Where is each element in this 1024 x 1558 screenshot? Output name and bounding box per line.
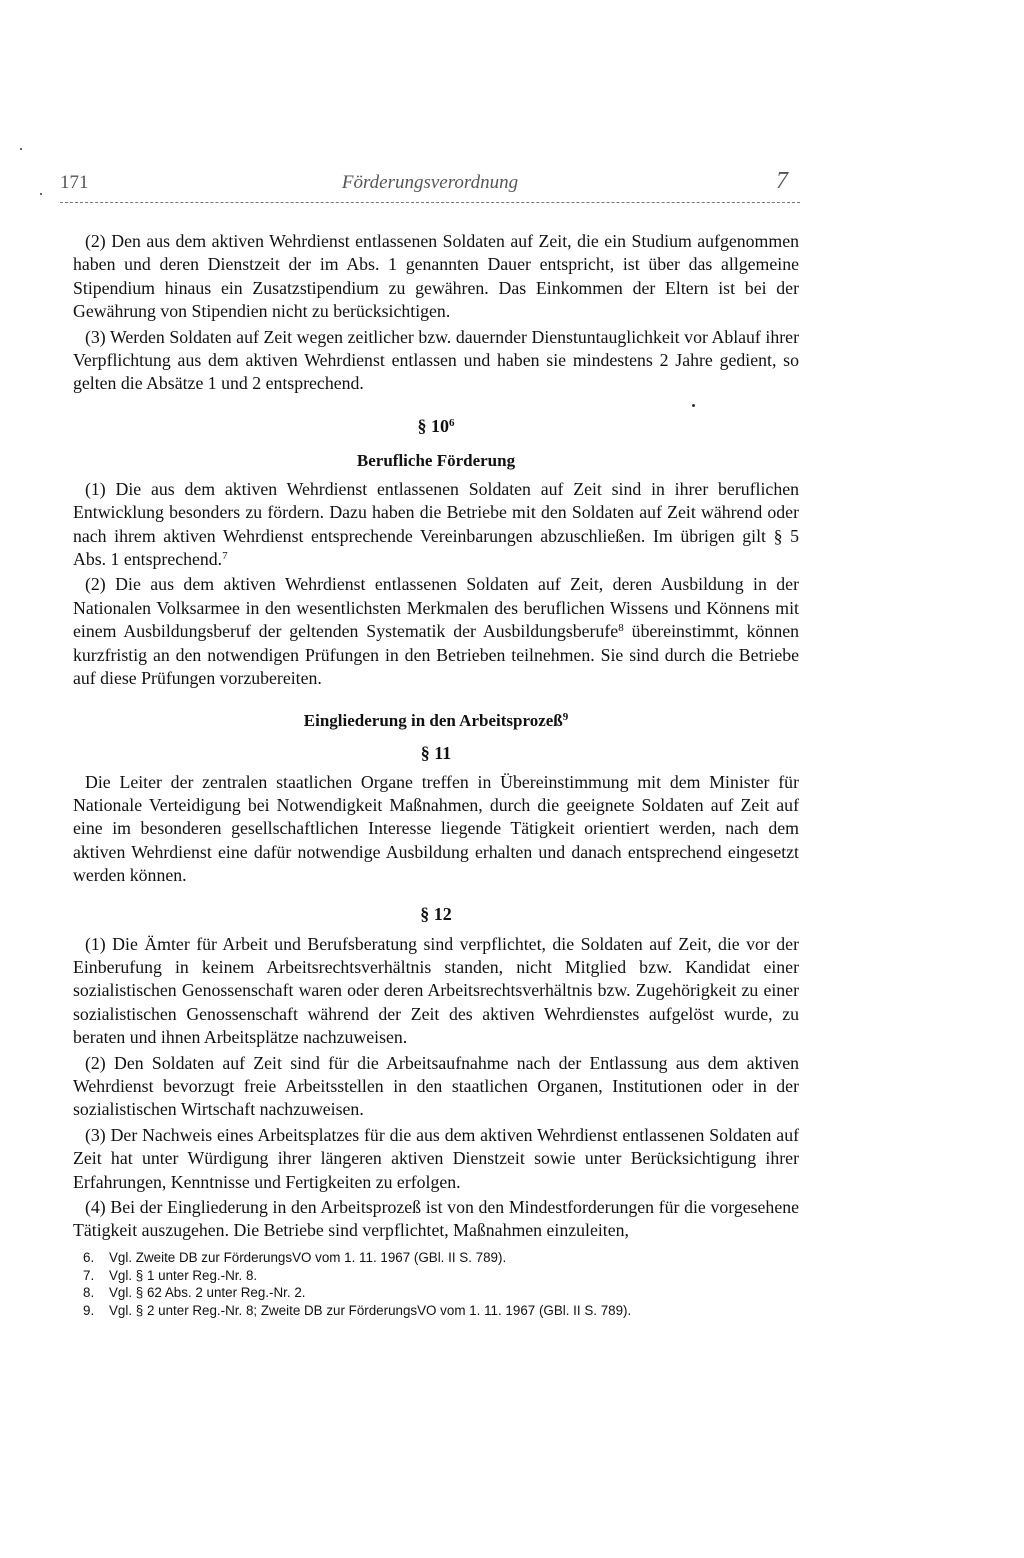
footnote-ref-8: 8 bbox=[618, 622, 624, 635]
paragraph-9-3: (3) Werden Soldaten auf Zeit wegen zeitlicher bzw. dauernder Dienstuntauglichkeit vor Ablauf ihrer Verpflichtung aus dem aktiven Wehrdienst entlassen und haben sie mindestens 2 Jahre gedient, so gelten die Absätze 1 und 2 entsprechend. bbox=[73, 326, 799, 394]
paragraph-10-2-text-a: (2) Die aus dem aktiven Wehrdienst entlassenen Soldaten auf Zeit, deren Ausbildung in der Nationalen Volksarmee in den wesentlichsten Merkmalen des beruflichen Wissens und Könnens mit einem Ausbildungsberuf der geltenden Systematik der Ausbildungsberufe bbox=[73, 574, 799, 642]
eingliederung-title-text: Eingliederung in den Arbeitsprozeß bbox=[303, 710, 563, 730]
paragraph-12-2: (2) Den Soldaten auf Zeit sind für die Arbeitsaufnahme nach der Entlassung aus dem aktiven Wehrdienst bevorzugt freie Arbeitsstellen in den staatlichen Organen, Institutionen oder in der sozialistischen Wirtschaft nachzuweisen. bbox=[73, 1052, 799, 1120]
scan-speck bbox=[20, 148, 22, 150]
paragraph-10-2-text-b: übereinstimmt, können kurzfristig an den notwendigen Prüfungen in den Betrieben teilnehmen. Sie sind durch die Betriebe auf diese Prüfungen vorzubereiten. bbox=[73, 621, 799, 689]
main-text bbox=[73, 230, 799, 1245]
scan-speck bbox=[692, 404, 695, 407]
footnote-ref-7: 7 bbox=[222, 550, 228, 563]
paragraph-10-2 bbox=[73, 573, 799, 690]
footnote-number: 6. bbox=[83, 1250, 95, 1265]
paragraph-12-1: (1) Die Ämter für Arbeit und Berufsberatung sind verpflichtet, die Soldaten auf Zeit, die vor der Einberufung in keinem Arbeitsrechtsverhältnis standen, nicht Mitglied bzw. Kandidat einer sozialistischen Genossenschaft waren oder deren Arbeitsrechtsverhältnis bzw. Zugehörigkeit zu einer sozialistischen Genossenschaft während der Zeit des aktiven Wehrdienstes aufgelöst wurde, zu beraten und ihnen Arbeitsplätze nachzuweisen. bbox=[73, 933, 799, 1048]
section-10-heading bbox=[73, 416, 799, 437]
section-10-label: § 10 bbox=[417, 415, 449, 436]
running-header bbox=[60, 168, 800, 202]
footnote-8 bbox=[83, 1284, 803, 1302]
footnote-6 bbox=[83, 1249, 803, 1267]
footnote-number: 8. bbox=[83, 1285, 95, 1301]
footnotes bbox=[83, 1249, 803, 1319]
paragraph-10-1-text: (1) Die aus dem aktiven Wehrdienst entlassenen Soldaten auf Zeit sind in ihrer beruflichen Entwicklung besonders zu fördern. Dazu haben die Betriebe mit den Soldaten auf Zeit während oder nach ihrem aktiven Wehrdienst entsprechende Vereinbarungen abzuschließen. Im übrigen gilt § 5 Abs. 1 entsprechend. bbox=[73, 478, 799, 570]
footnote-ref-9: 9 bbox=[562, 710, 569, 723]
footnote-7 bbox=[83, 1267, 803, 1285]
footnote-number: 7. bbox=[83, 1267, 95, 1283]
footnote-text: Vgl. Zweite DB zur FörderungsVO vom 1. 11. 1967 (GBl. II S. 789). bbox=[109, 1250, 507, 1265]
header-rule bbox=[60, 202, 800, 203]
footnote-text: Vgl. § 62 Abs. 2 unter Reg.-Nr. 2. bbox=[109, 1285, 306, 1301]
paragraph-12-3: (3) Der Nachweis eines Arbeitsplatzes für die aus dem aktiven Wehrdienst entlassenen Soldaten auf Zeit hat unter Würdigung ihrer längeren aktiven Dienstzeit sowie unter Berücksichtigung ihrer Erfahrungen, Kenntnisse und Fertigkeiten zu erfolgen. bbox=[73, 1124, 799, 1192]
eingliederung-title bbox=[73, 711, 799, 731]
section-12-heading: § 12 bbox=[420, 903, 452, 924]
section-number: 7 bbox=[776, 168, 788, 194]
section-11-heading: § 11 bbox=[420, 742, 452, 763]
footnote-9 bbox=[83, 1302, 803, 1320]
paragraph-11: Die Leiter der zentralen staatlichen Organe treffen in Übereinstimmung mit dem Minister für Nationale Verteidigung bei Notwendigkeit Maßnahmen, durch die geeignete Soldaten auf Zeit auf eine im besonderen gesellschaftlichen Interesse liegende Tätigkeit orientiert werden, nach dem aktiven Wehrdienst eine dafür notwendige Ausbildung erhalten und danach entsprechend eingesetzt werden können. bbox=[73, 771, 799, 886]
page-number: 171 bbox=[60, 172, 89, 193]
running-title: Förderungsverordnung bbox=[341, 172, 519, 193]
paragraph-9-2: (2) Den aus dem aktiven Wehrdienst entlassenen Soldaten auf Zeit, die ein Studium aufgenommen haben und deren Dienstzeit der im Abs. 1 genannten Dauer entspricht, ist über das allgemeine Stipendium hinaus ein Zusatzstipendium zu gewähren. Das Einkommen der Eltern ist bei der Gewährung von Stipendien nicht zu berücksichtigen. bbox=[73, 231, 799, 322]
section-10-title: Berufliche Förderung bbox=[356, 450, 516, 470]
footnote-text: Vgl. § 2 unter Reg.-Nr. 8; Zweite DB zur FörderungsVO vom 1. 11. 1967 (GBl. II S. 789). bbox=[109, 1302, 632, 1318]
footnote-ref-6: 6 bbox=[449, 416, 455, 429]
footnote-number: 9. bbox=[83, 1302, 95, 1318]
scan-speck bbox=[40, 193, 42, 195]
paragraph-10-1 bbox=[73, 478, 799, 572]
footnote-text: Vgl. § 1 unter Reg.-Nr. 8. bbox=[109, 1267, 258, 1283]
paragraph-12-4: (4) Bei der Eingliederung in den Arbeitsprozeß ist von den Mindestforderungen für die vorgesehene Tätigkeit auszugehen. Die Betriebe sind verpflichtet, Maßnahmen einzuleiten, bbox=[73, 1197, 799, 1241]
